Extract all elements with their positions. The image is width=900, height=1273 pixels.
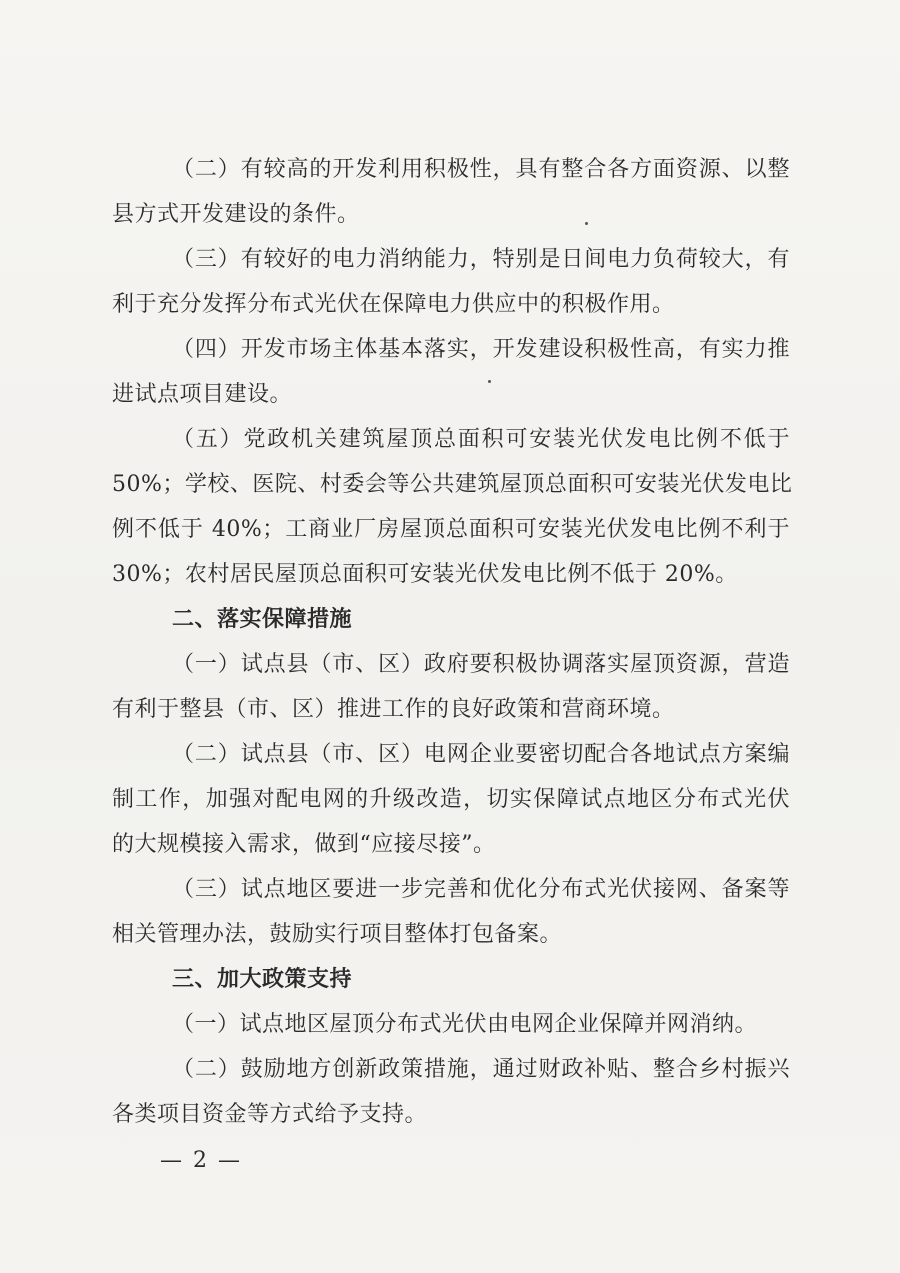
- paragraph-line: （四）开发市场主体基本落实，开发建设积极性高，有实力推: [172, 337, 790, 362]
- page-number: — 2 —: [160, 1148, 242, 1173]
- paragraph-line: 进试点项目建设。: [112, 382, 293, 407]
- section-heading: 二、落实保障措施: [172, 607, 353, 632]
- paragraph-line: （一）试点地区屋顶分布式光伏由电网企业保障并网消纳。: [172, 1012, 758, 1037]
- paragraph-line: 县方式开发建设的条件。: [112, 202, 360, 227]
- paragraph-line: （一）试点县（市、区）政府要积极协调落实屋顶资源，营造: [172, 652, 790, 677]
- paragraph-line: 的大规模接入需求，做到“应接尽接”。: [112, 832, 496, 857]
- paragraph-line: 例不低于 40%；工商业厂房屋顶总面积可安装光伏发电比例不利于: [112, 517, 790, 542]
- document-body: [112, 150, 793, 1140]
- scan-speck: [488, 380, 491, 383]
- paragraph-line: 相关管理办法，鼓励实行项目整体打包备案。: [112, 922, 563, 947]
- paragraph-line: 30%；农村居民屋顶总面积可安装光伏发电比例不低于 20%。: [112, 562, 738, 587]
- paragraph-line: 有利于整县（市、区）推进工作的良好政策和营商环境。: [112, 697, 675, 722]
- paragraph-line: （二）有较高的开发利用积极性，具有整合各方面资源、以整: [172, 157, 790, 182]
- paragraph-line: 制工作，加强对配电网的升级改造，切实保障试点地区分布式光伏: [112, 787, 790, 812]
- paragraph-line: 50%；学校、医院、村委会等公共建筑屋顶总面积可安装光伏发电比: [112, 472, 793, 497]
- paragraph-line: 各类项目资金等方式给予支持。: [112, 1102, 428, 1127]
- paragraph-line: 利于充分发挥分布式光伏在保障电力供应中的积极作用。: [112, 292, 675, 317]
- paragraph-line: （二）试点县（市、区）电网企业要密切配合各地试点方案编: [172, 742, 790, 767]
- paragraph-line: （二）鼓励地方创新政策措施，通过财政补贴、整合乡村振兴: [172, 1057, 790, 1082]
- section-heading: 三、加大政策支持: [172, 967, 353, 992]
- paragraph-line: （三）试点地区要进一步完善和优化分布式光伏接网、备案等: [172, 877, 790, 902]
- paragraph-line: （五）党政机关建筑屋顶总面积可安装光伏发电比例不低于: [172, 427, 790, 452]
- paragraph-line: （三）有较好的电力消纳能力，特别是日间电力负荷较大，有: [172, 247, 790, 272]
- scan-speck: [585, 222, 588, 225]
